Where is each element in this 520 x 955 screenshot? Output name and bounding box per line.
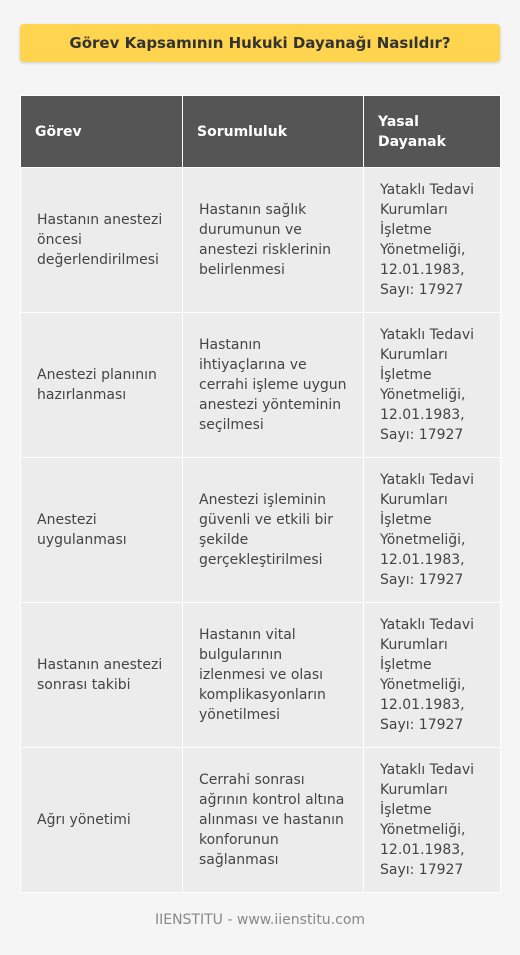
- footer-credit: IIENSTITU - www.iienstitu.com: [154, 912, 366, 928]
- column-header-yasal-dayanak: Yasal Dayanak: [364, 96, 501, 168]
- cell-yasal-dayanak: Yataklı Tedavi Kurumları İşletme Yönetmeliği, 12.01.1983, Sayı: 17927: [364, 458, 501, 603]
- cell-yasal-dayanak: Yataklı Tedavi Kurumları İşletme Yönetmeliği, 12.01.1983, Sayı: 17927: [364, 168, 501, 313]
- table-row: [21, 748, 501, 893]
- column-header-sorumluluk: Sorumluluk: [183, 96, 364, 168]
- table-row: [21, 168, 501, 313]
- legal-basis-table: [20, 95, 501, 893]
- cell-yasal-dayanak: Yataklı Tedavi Kurumları İşletme Yönetmeliği, 12.01.1983, Sayı: 17927: [364, 603, 501, 748]
- cell-sorumluluk: Cerrahi sonrası ağrının kontrol altına alınması ve hastanın konforunun sağlanması: [183, 748, 364, 893]
- column-header-gorev: Görev: [21, 96, 183, 168]
- cell-sorumluluk: Hastanın ihtiyaçlarına ve cerrahi işleme uygun anestezi yönteminin seçilmesi: [183, 313, 364, 458]
- cell-gorev: Hastanın anestezi sonrası takibi: [21, 603, 183, 748]
- table-row: [21, 603, 501, 748]
- cell-gorev: Ağrı yönetimi: [21, 748, 183, 893]
- cell-gorev: Anestezi planının hazırlanması: [21, 313, 183, 458]
- cell-sorumluluk: Hastanın sağlık durumunun ve anestezi risklerinin belirlenmesi: [183, 168, 364, 313]
- page-title: Görev Kapsamının Hukuki Dayanağı Nasıldır?: [69, 34, 451, 52]
- cell-gorev: Anestezi uygulanması: [21, 458, 183, 603]
- table-header-row: [21, 96, 501, 168]
- cell-sorumluluk: Hastanın vital bulgularının izlenmesi ve olası komplikasyonların yönetilmesi: [183, 603, 364, 748]
- cell-sorumluluk: Anestezi işleminin güvenli ve etkili bir şekilde gerçekleştirilmesi: [183, 458, 364, 603]
- cell-yasal-dayanak: Yataklı Tedavi Kurumları İşletme Yönetmeliği, 12.01.1983, Sayı: 17927: [364, 313, 501, 458]
- cell-gorev: Hastanın anestezi öncesi değerlendirilmesi: [21, 168, 183, 313]
- table-row: [21, 458, 501, 603]
- table-row: [21, 313, 501, 458]
- cell-yasal-dayanak: Yataklı Tedavi Kurumları İşletme Yönetmeliği, 12.01.1983, Sayı: 17927: [364, 748, 501, 893]
- title-banner: [20, 24, 500, 62]
